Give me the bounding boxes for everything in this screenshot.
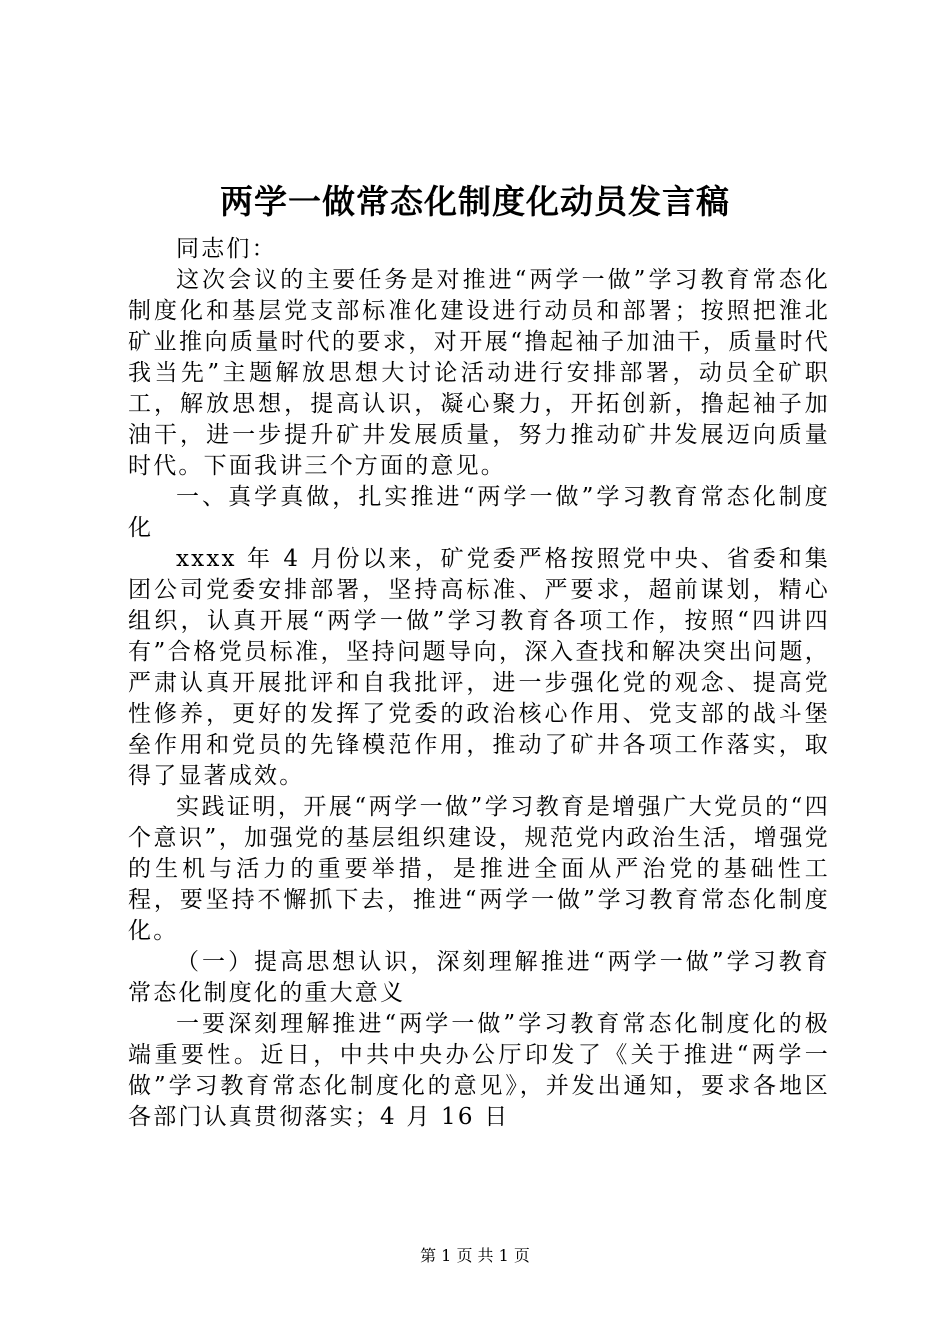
page-footer: 第 1 页 共 1 页	[420, 1246, 530, 1265]
subsection-heading: （一）提高思想认识，深刻理解推进“两学一做”学习教育常态化制度化的重大意义	[128, 949, 830, 1006]
document-title: 两学一做常态化制度化动员发言稿	[220, 182, 730, 221]
paragraph: 实践证明，开展“两学一做”学习教育是增强广大党员的“四个意识”，加强党的基层组织建设，规范党内政治生活，增强党的生机与活力的重要举措，是推进全面从严治党的基础性工程，要坚持不懈抓下去，推进“两学一做”学习教育常态化制度化。	[128, 794, 830, 944]
paragraph: 一要深刻理解推进“两学一做”学习教育常态化制度化的极端重要性。近日，中共中央办公厅印发了《关于推进“两学一做”学习教育常态化制度化的意见》，并发出通知，要求各地区各部门认真贯彻落实；4 月 16 日	[128, 1011, 830, 1130]
paragraph: xxxx 年 4 月份以来，矿党委严格按照党中央、省委和集团公司党委安排部署，坚持高标准、严要求，超前谋划，精心组织，认真开展“两学一做”学习教育各项工作，按照“四讲四有”合格党员标准，坚持问题导向，深入查找和解决突出问题，严肃认真开展批评和自我批评，进一步强化党的观念、提高党性修养，更好的发挥了党委的政治核心作用、党支部的战斗堡垒作用和党员的先锋模范作用，推动了矿井各项工作落实，取得了显著成效。	[128, 546, 830, 789]
document-body	[128, 234, 830, 1133]
paragraph: 这次会议的主要任务是对推进“两学一做”学习教育常态化制度化和基层党支部标准化建设进行动员和部署；按照把淮北矿业推向质量时代的要求，对开展“撸起袖子加油干，质量时代我当先”主题解放思想大讨论活动进行安排部署，动员全矿职工，解放思想，提高认识，凝心聚力，开拓创新，撸起袖子加油干，进一步提升矿井发展质量，努力推动矿井发展迈向质量时代。下面我讲三个方面的意见。	[128, 267, 830, 479]
greeting: 同志们：	[176, 236, 277, 262]
section-heading: 一、真学真做，扎实推进“两学一做”学习教育常态化制度化	[128, 484, 830, 541]
